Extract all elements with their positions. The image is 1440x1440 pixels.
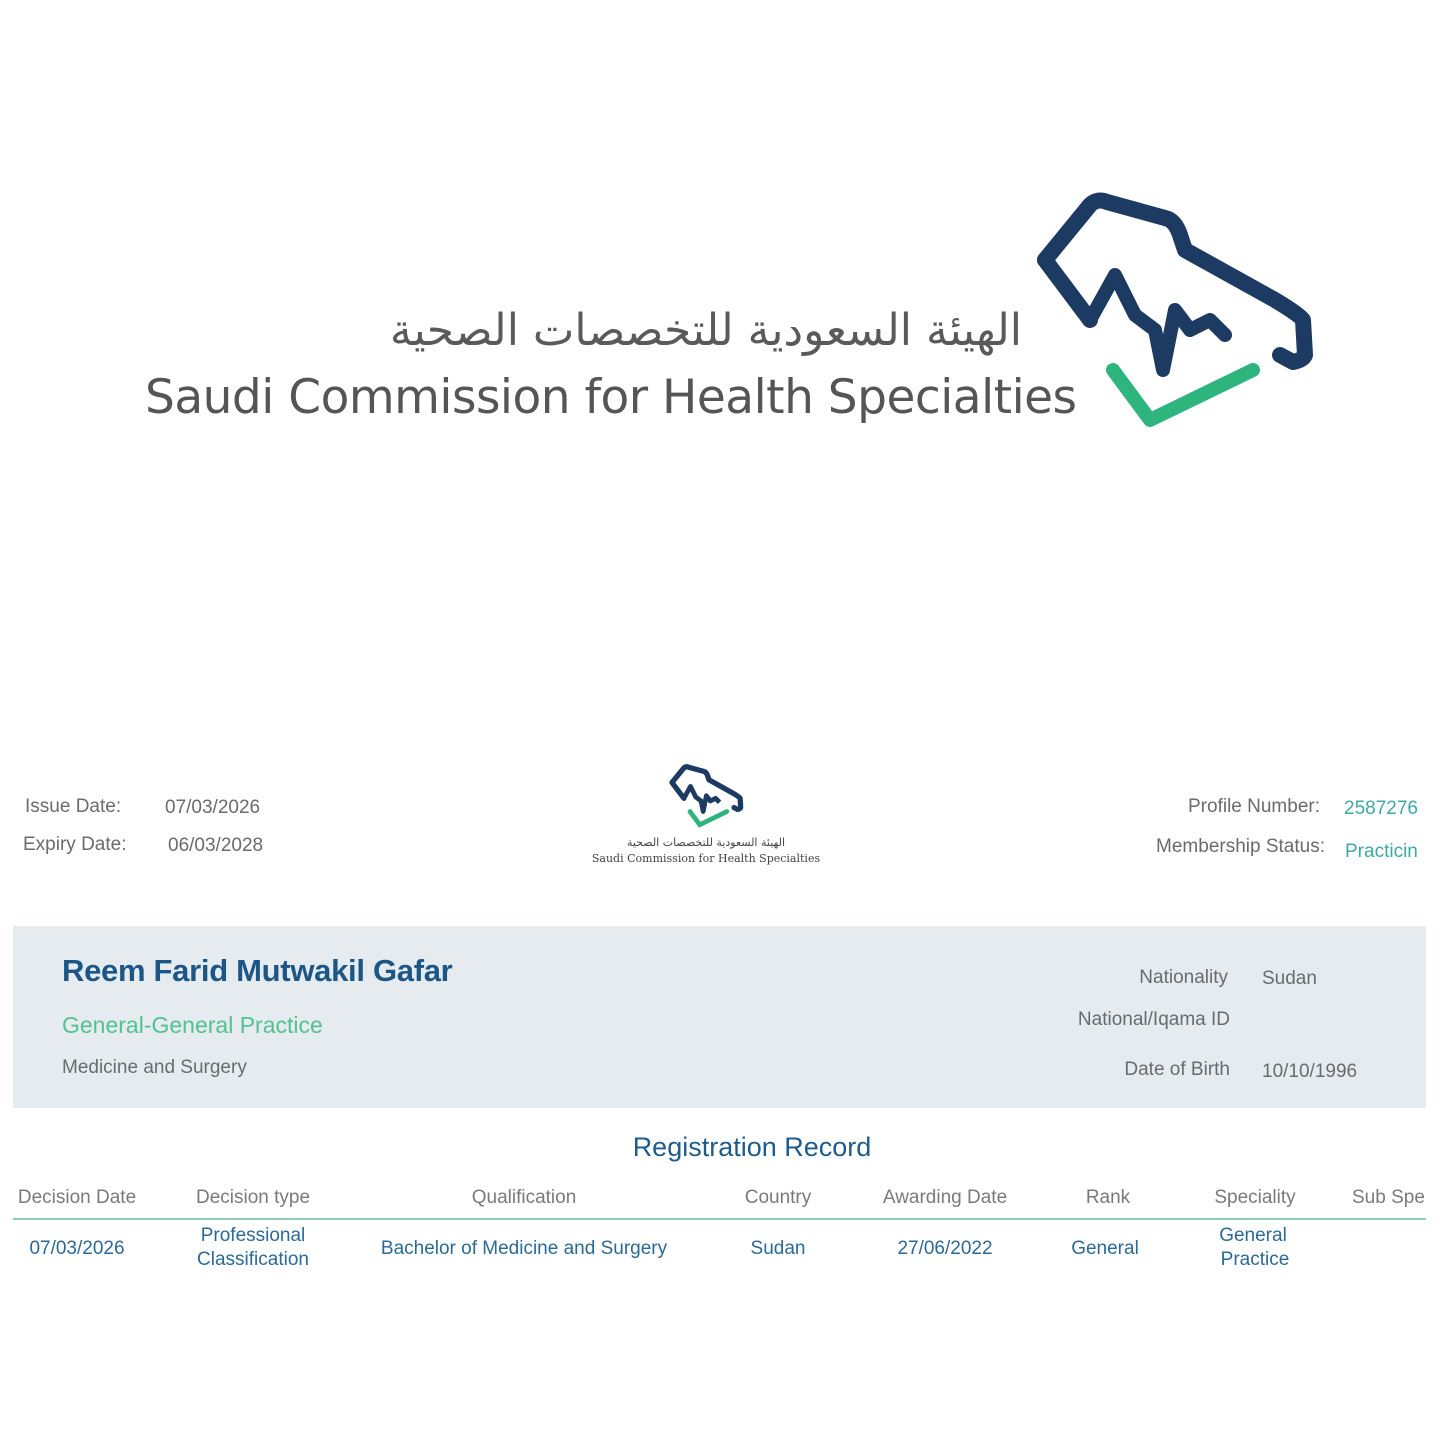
national-id-label: National/Iqama ID [1077, 1009, 1230, 1030]
col-country: Country [744, 1187, 812, 1208]
nationality-label: Nationality [1139, 967, 1228, 988]
expiry-date-label: Expiry Date: [23, 834, 127, 855]
col-decision-type: Decision type [195, 1187, 311, 1208]
col-rank: Rank [1085, 1187, 1131, 1208]
cell-rank: General [1071, 1238, 1139, 1259]
scfhs-logo-icon [1035, 190, 1320, 440]
cell-speciality-line2: Practice [1220, 1249, 1290, 1270]
expiry-date-value: 06/03/2028 [168, 835, 264, 856]
classification: General-General Practice [62, 1012, 323, 1038]
dob-value: 10/10/1996 [1262, 1061, 1358, 1082]
issue-date-value: 07/03/2026 [165, 797, 261, 818]
small-logo-icon [668, 764, 746, 830]
profession: Medicine and Surgery [62, 1057, 247, 1078]
org-name-arabic: الهيئة السعودية للتخصصات الصحية [389, 305, 1022, 356]
profile-number-label: Profile Number: [1188, 796, 1320, 817]
cell-decision-date: 07/03/2026 [29, 1238, 125, 1259]
table-header-divider [13, 1218, 1426, 1220]
cell-speciality-line1: General [1219, 1225, 1287, 1246]
col-qualification: Qualification [471, 1187, 577, 1208]
cell-decision-type-line2: Classification [197, 1249, 309, 1270]
membership-status-label: Membership Status: [1156, 836, 1325, 857]
cell-qualification: Bachelor of Medicine and Surgery [380, 1238, 668, 1259]
col-decision-date: Decision Date [17, 1187, 137, 1208]
membership-status-value: Practicin [1345, 841, 1418, 862]
registration-record-title: Registration Record [632, 1132, 872, 1162]
issue-date-label: Issue Date: [25, 796, 122, 817]
col-sub-speciality: Sub Spe [1352, 1187, 1425, 1208]
cell-decision-type-line1: Professional [200, 1225, 306, 1246]
org-name-english: Saudi Commission for Health Specialties [145, 370, 1077, 425]
profile-number-value: 2587276 [1344, 798, 1418, 819]
col-awarding-date: Awarding Date [882, 1187, 1008, 1208]
practitioner-name: Reem Farid Mutwakil Gafar [62, 953, 453, 988]
cell-country: Sudan [750, 1238, 806, 1259]
nationality-value: Sudan [1262, 968, 1317, 989]
small-logo-english: Saudi Commission for Health Specialties [591, 852, 821, 865]
col-speciality: Speciality [1214, 1187, 1296, 1208]
cell-awarding-date: 27/06/2022 [897, 1238, 993, 1259]
dob-label: Date of Birth [1124, 1059, 1230, 1080]
small-logo-arabic: الهيئة السعودية للتخصصات الصحية [626, 836, 786, 849]
